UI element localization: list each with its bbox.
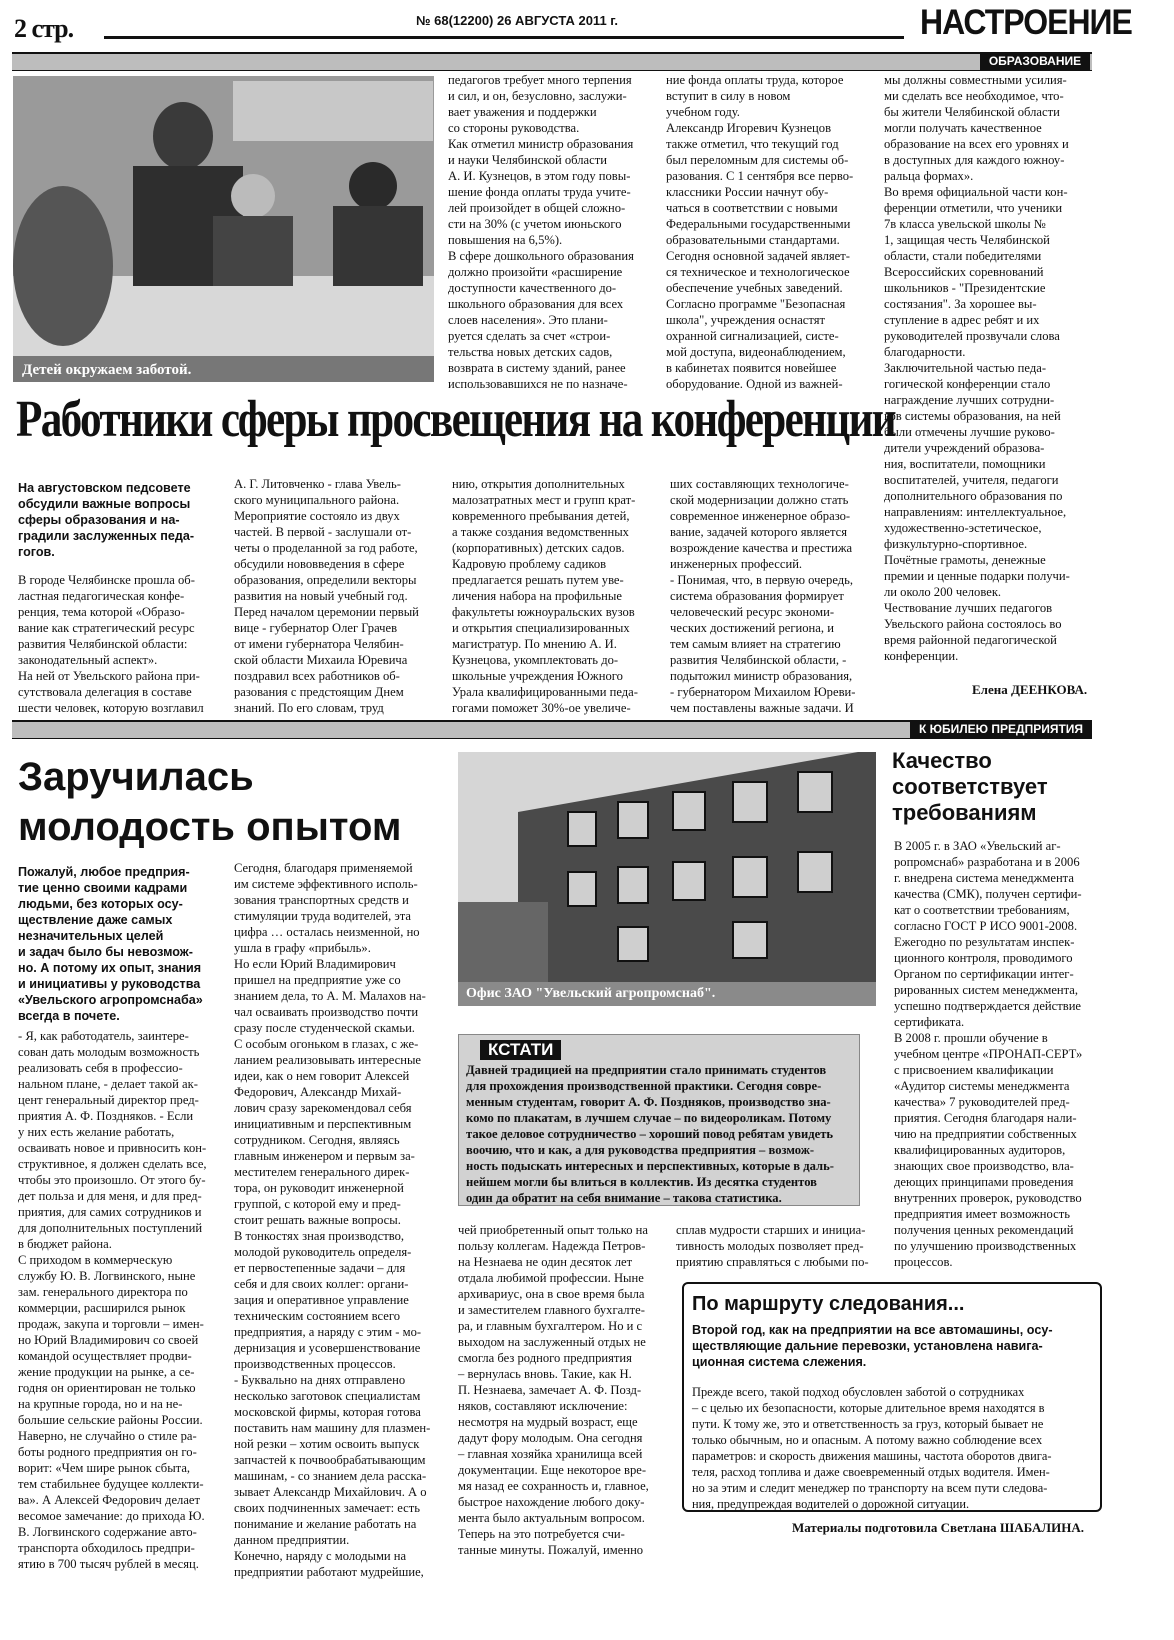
article2-lead: Пожалуй, любое предприя- тие ценно своими кадрами людьми, без которых осу- ществление даже самых незначительных целей и задач было бы невозмож- но. А потому их опыт, знания и инициативы у руководства «Увельского агропромснаба» всегда в почете. xyxy=(18,865,203,1023)
article2-col3: чей приобретенный опыт только на пользу коллегам. Надежда Петров- на Незнаева не один десяток лет отдала любимой профессии. Ныне архивариус, она в свое время была и заместителем главного бухгалте- ра, и главным бухгалтером. Но и с выходом на заслуженный отдых не смогла без родного предприятия – вернулась вновь. Такие, как Н. П. Незнаева, замечает А. Ф. Позд- няков, составляют исключение: несмотря на мудрый возраст, еще дадут фору молодым. Она сегодня – главная хозяйка хранилища всей документации. Еще некоторое вре- мя назад ее сохранность и, главное, быстрое нахождение любого доку- мента было актуальным вопросом. Теперь на это потребуется счи- танные минуты. Пожалуй, именно xyxy=(458,1223,649,1557)
route-text: Прежде всего, такой подход обусловлен заботой о сотрудниках – с целью их безопасности, которые длительное время находятся в пути. К тому же, это и ответственность за груз, который бывает не только обычным, но и опасным. А потому важно соблюдение всех параметров: и скорость движения машины, частота оборотов двига- теля, расход топлива и даже своевременный отдых водителя. Имен- но за этим и следит менеджер по транспорту на всем пути следова- ния, предупреждая водителей о дорожной ситуации. xyxy=(692,1385,1052,1511)
article2-col2: Сегодня, благодаря применяемой им системе эффективного исполь- зования транспортных средств и стимуляции труда водителей, эта цифра … осталась неизменной, но ушла в графу «прибыль». Но если Юрий Владимирович пришел на предприятие уже со знанием дела, то А. М. Малахов на- чал осваивать производство почти сразу после студенческой скамьи. С особым огоньком в глазах, с же- ланием реализовывать интересные идеи, как о нем говорит Алексей Федорович, Александр Михай- лович сразу зарекомендовал себя инициативным и перспективным сотрудником. Сегодня, являясь главным инженером и первым за- местителем генерального дирек- тора, он руководит инженерной группой, с которой ему и пред- стоит решать важные вопросы. В тонкостях зная производство, молодой руководитель определя- ет первостепенные задачи – для себя и для своих коллег: органи- зация и оперативное управление техническим состоянием всего предприятия, а наряду с этим - мо- дернизация и усовершенствование производственных процессов. - Буквально на днях отправлено несколько заготовок специалистам московской фирмы, которая готова поставить нам машину для плазмен- ной резки – хотим освоить выпуск запчастей к почвообрабатывающим машинам, - со знанием дела расска- зывает Александр Михайлович. А о своих подчиненных замечает: есть понимание и желание работать на данном предприятии. Конечно, наряду с молодыми на предприятии работают мудрейшие, xyxy=(234,861,431,1579)
article1-col3-bottom: нию, открытия дополнительных малозатратных мест и групп крат- ковременного пребывания детей, а также создания ведомственных (корпоративных) детских садов. Кадровую проблему садиков предлагается решать путем уве- личения набора на профильные факультеты южноуральских вузов и открытия специализированных магистратур. По мнению А. И. Кузнецова, укомплектовать до- школьные учреждения Южного Урала квалифицированными педа- гогами поможет 30%-ое увеличе- xyxy=(452,477,638,715)
article1-col4-bottom: ших составляющих технологиче- ской модернизации должно стать современное инженерное образо- вание, задачей которого является возрождение качества и престижа инженерных профессий. - Понимая, что, в первую очередь, система образования формирует человеческий ресурс экономи- ческих достижений региона, и тем самым влияет на стратегию развития Челябинской области, - подытожил министр образования, - губернатором Михаилом Юреви- чем поставлены важные задачи. И xyxy=(670,477,856,715)
brand-title: НАСТРОЕНИЕ xyxy=(920,2,1132,42)
article2-col1: - Я, как работодатель, заинтере- сован дать молодым возможность реализовать себя в профессио- нальном плане, - делает такой ак- цент генеральный директор пред- приятия А. Ф. Поздняков. - Если у них есть желание работать, осваивать новое и привносить кон- структивное, я должен сделать все, чтобы это произошло. От этого бу- дет польза и для меня, и для пред- приятия, для самих сотрудников и для дополнительных поступлений в бюджет района. С приходом в коммерческую службу Ю. В. Логвинского, ныне зам. генерального директора по коммерции, расширился рынок продаж, закупа и торговли – имен- но Юрий Владимирович со своей командой осуществляет продви- жение продукции на рынке, а се- годня он ориентирован не только на крупные города, но и на не- большие сельские районы России. Наверно, не случайно о стиле ра- боты родного предприятия он го- ворит: «Чем шире рынок сбыта, тем стабильнее будущее коллекти- ва». А Алексей Федорович делает весомое замечание: до прихода Ю. В. Логвинского содержание авто- транспорта обходилось предпри- ятию в 700 тысяч рублей в месяц. xyxy=(18,1029,207,1571)
kstati-label: КСТАТИ xyxy=(480,1040,561,1060)
article2-col4: сплав мудрости старших и инициа- тивность молодых позволяет пред- приятию справляться с любыми по- xyxy=(676,1223,869,1269)
route-lead: Второй год, как на предприятии на все автомашины, осу- ществляющие дальние перевозки, установлена навига- ционная система слежения. xyxy=(692,1323,1053,1369)
article1-lead: На августовском педсовете обсудили важные вопросы сферы образования и на- градили заслуженных педа- гогов. xyxy=(18,481,195,559)
article1-col5: мы должны совместными усилия- ми сделать все необходимое, что- бы жители Челябинской области могли получать качественное образование на всех его уровнях и в доступных для каждого южноу- ральца формах». Во время официальной части кон- ференции отметили, что ученики 7в класса увельской школы № 1, защищая честь Челябинской области, стали победителями Всероссийских соревнований школьников - "Президентские состязания". За хорошее вы- ступление в адрес ребят и их руководителей прозвучали слова благодарности. Заключительной частью педа- гогической конференции стало награждение лучших сотрудни- ков системы образования, на ней были отмечены лучшие руково- дители учреждений образова- ния, воспитатели, помощники воспитателей, учителя, педагоги дополнительного образования по направлениям: интеллектуальное, художественно-эстетическое, физкультурно-спортивное. Почётные грамоты, денежные премии и ценные подарки получи- ли около 200 человек. Чествование лучших педагогов Увельского района состоялось во время районной педагогической конференции. xyxy=(884,73,1070,663)
quality-text: В 2005 г. в ЗАО «Увельский аг- ропромснаб» разработана и в 2006 г. внедрена система менеджмента качества (СМК), получен сертифи- кат о соответствии требованиям, согласно ГОСТ Р ИСО 9001-2008. Ежегодно по результатам инспек- ционного контроля, проводимого Органом по сертификации интег- рированных систем менеджмента, успешно подтверждается действие сертификата. В 2008 г. прошли обучение в учебном центре «ПРОНАП-СЕРТ» с присвоением квалификации «Аудитор системы менеджмента качества» 7 руководителей пред- приятия. Сегодня благодаря нали- чию на предприятии собственных квалифицированных аудиторов, знающих свое производство, вла- деющих принципами проведения внутренних проверок, руководство предприятия имеет возможность получения ценных рекомендаций по улучшению производственных процессов. xyxy=(894,839,1083,1269)
children-photo-illustration xyxy=(13,76,434,382)
quality-headline: Качество соответствует требованиям xyxy=(892,748,1048,825)
route-headline: По маршруту следования... xyxy=(692,1293,965,1315)
children-photo xyxy=(13,76,434,382)
page-number: 2 стр. xyxy=(14,14,74,43)
header-rule xyxy=(104,36,904,39)
article1-col4-top: ние фонда оплаты труда, которое вступит в силу в новом учебном году. Александр Игоревич Кузнецов также отметил, что текущий год был переломным для системы об- разования. С 1 сентября все перво- классники России начнут обу- чаться в соответствии с новыми Федеральными государственными образовательными стандартами. Сегодня основной задачей являет- ся техническое и технологическое обеспечение учебных заведений. Согласно программе "Безопасная школа", учреждения оснастят охранной сигнализацией, систе- мой доступа, видеонаблюдением, в кабинетах появится новейшее оборудование. Одной из важней- xyxy=(666,73,854,391)
article1-col2: А. Г. Литовченко - глава Увель- ского муниципального района. Мероприятие состояло из двух частей. В первой - заслушали от- четы о проделанной за год работе, обсудили нововведения в сфере образования, определили векторы развития на новый учебный год. Перед началом церемонии первый вице - губернатор Олег Грачев от имени губернатора Челябин- ской области Михаила Юревича поздравил всех работников об- разования с предстоящим Днем знаний. По его словам, труд xyxy=(234,477,419,715)
article1-headline: Работники сферы просвещения на конференции xyxy=(16,391,895,448)
article1-col3-top: педагогов требует много терпения и сил, и он, безусловно, заслужи- вает уважения и поддержки со стороны руководства. Как отметил министр образования и науки Челябинской области А. И. Кузнецов, в этом году повы- шение фонда оплаты труда учите- лей произойдет в общей сложно- сти на 30% (с учетом июньского повышения на 6,5%). В сфере дошкольного образования должно произойти «расширение доступности качественного до- школьного образования для всех слоев населения». Это плани- руется сделать за счет «строи- тельства новых детских садов, возврата в систему зданий, ранее использовавшихся не по назначе- xyxy=(448,73,634,391)
article2-headline: Заручилась молодость опытом xyxy=(18,755,402,849)
article1-author: Елена ДЕЕНКОВА. xyxy=(972,682,1088,697)
rubric-label-anniversary: К ЮБИЛЕЮ ПРЕДПРИЯТИЯ xyxy=(910,720,1092,738)
office-photo xyxy=(458,752,876,1006)
footer-credit: Материалы подготовила Светлана ШАБАЛИНА. xyxy=(792,1520,1084,1535)
rubric-label-education: ОБРАЗОВАНИЕ xyxy=(980,52,1090,70)
article1-col1: В городе Челябинске прошла об- ластная педагогическая конфе- ренция, тема которой «Образо- вание как стратегический ресурс развития Челябинской области: законодательный аспект». На ней от Увельского района при- сутствовала делегация в составе шести человек, которую возглавил xyxy=(18,573,204,715)
office-photo-caption: Офис ЗАО "Увельский агропромснаб". xyxy=(466,986,716,1001)
kstati-text: Давней традицией на предприятии стало принимать студентов для прохождения производственной практики. Сегодня совре- менным студентам, говорит А. Ф. Поздняков, производство зна- комо по плакатам, в лучшем случае – по видеороликам. Потому такое деловое сотрудничество – хороший повод ребятам увидеть воочию, что и как, а для руководства предприятия – возмож- ность подыскать интересных и перспективных, которые в даль- нейшем могли бы влиться в коллектив. Из десятка студентов один да обратит на себя внимание – такова статистика. xyxy=(466,1063,834,1205)
rubric-bar-top xyxy=(12,52,1092,71)
issue-number: № 68(12200) 26 АВГУСТА 2011 г. xyxy=(410,13,624,28)
office-photo-illustration xyxy=(458,752,876,1006)
children-photo-caption: Детей окружаем заботой. xyxy=(22,362,192,378)
